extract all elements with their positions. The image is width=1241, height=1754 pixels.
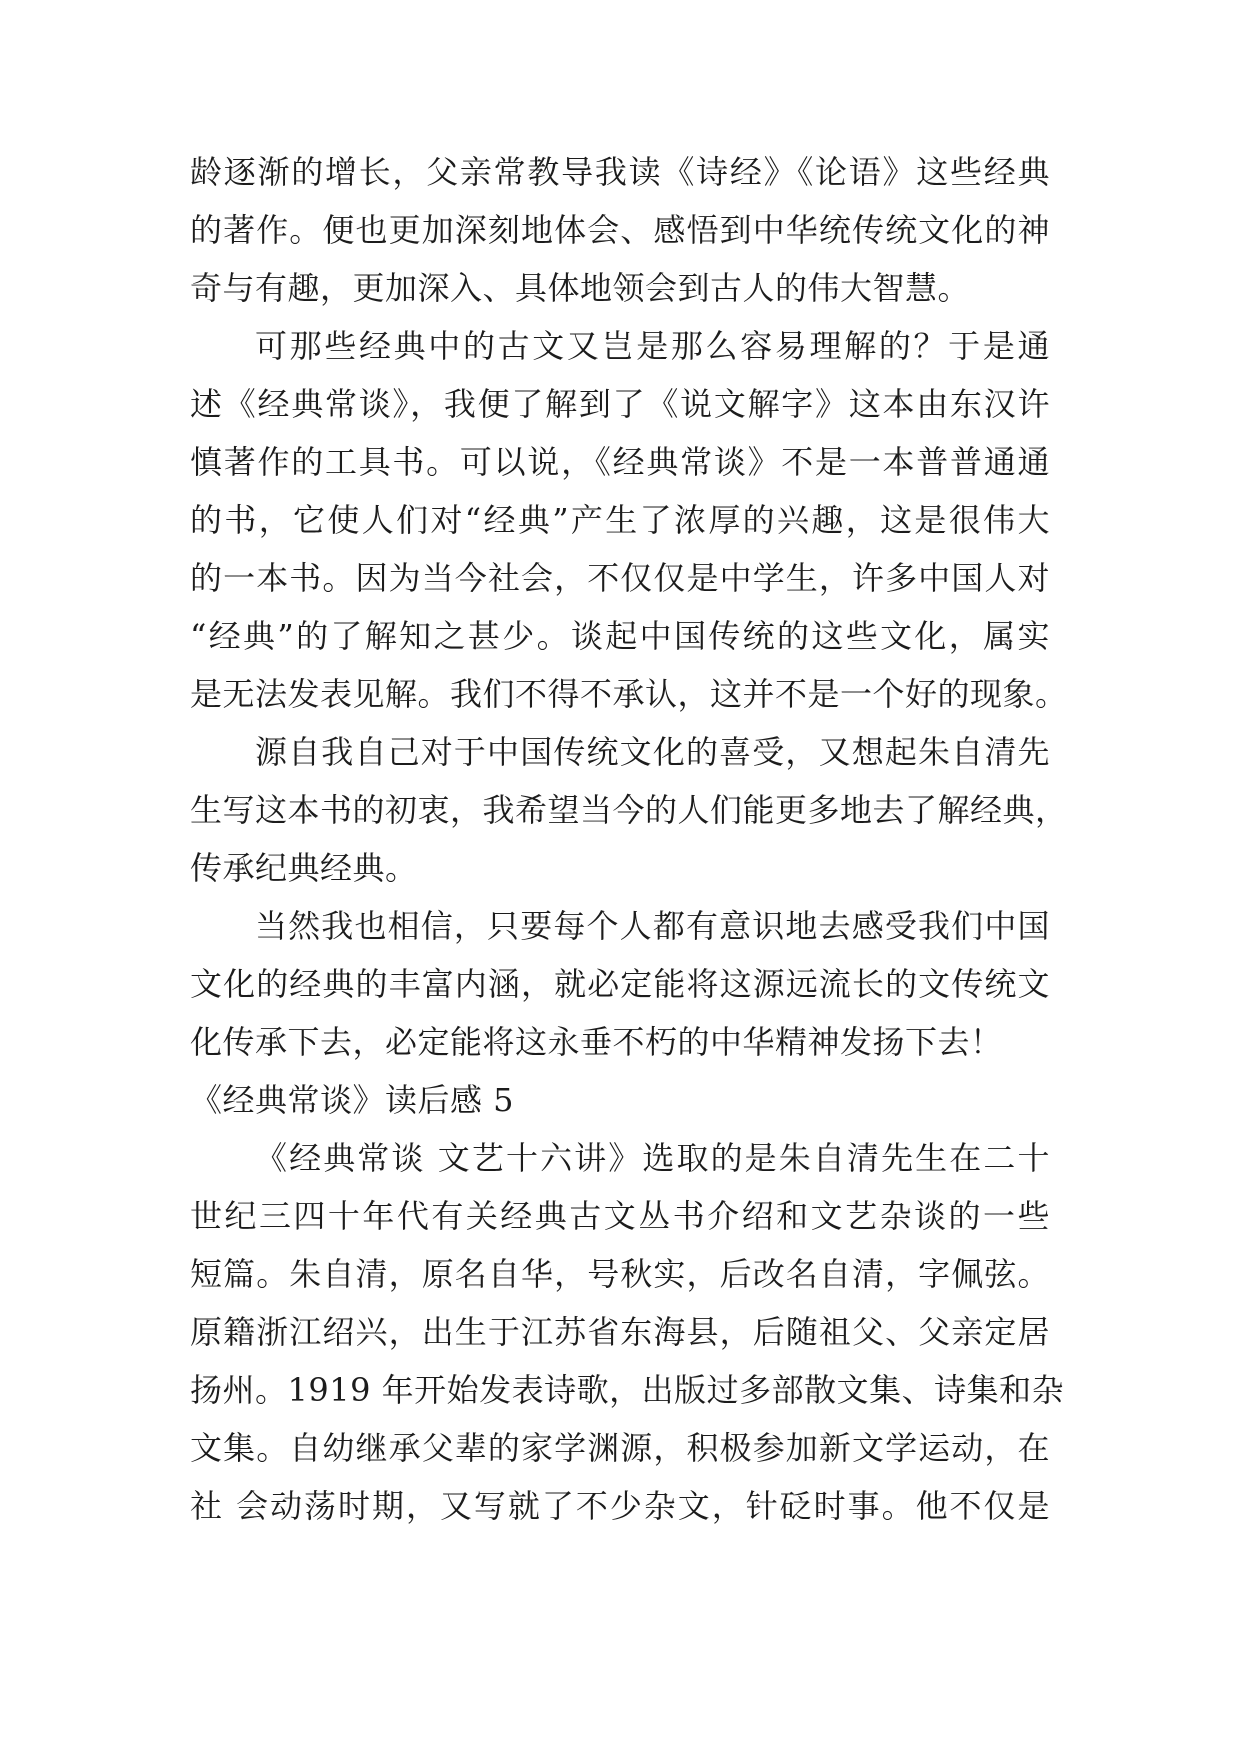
text-line: 述《经典常谈》，我便了解到了《说文解字》这本由东汉许 (190, 385, 1050, 423)
text-line: 是无法发表见解。我们不得不承认，这并不是一个好的现象。 (190, 675, 1068, 713)
text-line: 的书，它使人们对“经典”产生了浓厚的兴趣，这是很伟大 (190, 501, 1050, 539)
text-line: 社 会动荡时期，又写就了不少杂文，针砭时事。他不仅是 (190, 1487, 1050, 1525)
section-heading: 《经典常谈》读后感 5 (190, 1081, 515, 1119)
text-line: 可那些经典中的古文又岂是那么容易理解的？于是通 (255, 327, 1050, 365)
text-line: 生写这本书的初衷，我希望当今的人们能更多地去了解经典， (190, 791, 1068, 829)
text-line: 龄逐渐的增长，父亲常教导我读《诗经》《论语》这些经典 (190, 153, 1050, 191)
text-line: 《经典常谈 文艺十六讲》选取的是朱自清先生在二十 (255, 1139, 1050, 1177)
text-line: 扬州。1919 年开始发表诗歌，出版过多部散文集、诗集和杂 (190, 1371, 1065, 1409)
text-line: 传承纪典经典。 (190, 849, 418, 887)
text-line: 文化的经典的丰富内涵，就必定能将这源远流长的文传统文 (190, 965, 1050, 1003)
text-line: 源自我自己对于中国传统文化的喜受，又想起朱自清先 (255, 733, 1050, 771)
text-line: 的一本书。因为当今社会，不仅仅是中学生，许多中国人对 (190, 559, 1050, 597)
text-line: 的著作。便也更加深刻地体会、感悟到中华统传统文化的神 (190, 211, 1050, 249)
text-line: 短篇。朱自清，原名自华，号秋实，后改名自清，字佩弦。 (190, 1255, 1050, 1293)
text-line: 化传承下去，必定能将这永垂不朽的中华精神发扬下去！ (190, 1023, 1003, 1061)
text-line: 文集。自幼继承父辈的家学渊源，积极参加新文学运动，在 (190, 1429, 1050, 1467)
text-line: 原籍浙江绍兴，出生于江苏省东海县，后随祖父、父亲定居 (190, 1313, 1050, 1351)
text-line: 世纪三四十年代有关经典古文丛书介绍和文艺杂谈的一些 (190, 1197, 1050, 1235)
text-line: 当然我也相信，只要每个人都有意识地去感受我们中国 (255, 907, 1050, 945)
text-line: “经典”的了解知之甚少。谈起中国传统的这些文化，属实 (190, 617, 1050, 655)
text-line: 奇与有趣，更加深入、具体地领会到古人的伟大智慧。 (190, 269, 971, 307)
text-line: 慎著作的工具书。可以说，《经典常谈》不是一本普普通通 (190, 443, 1050, 481)
